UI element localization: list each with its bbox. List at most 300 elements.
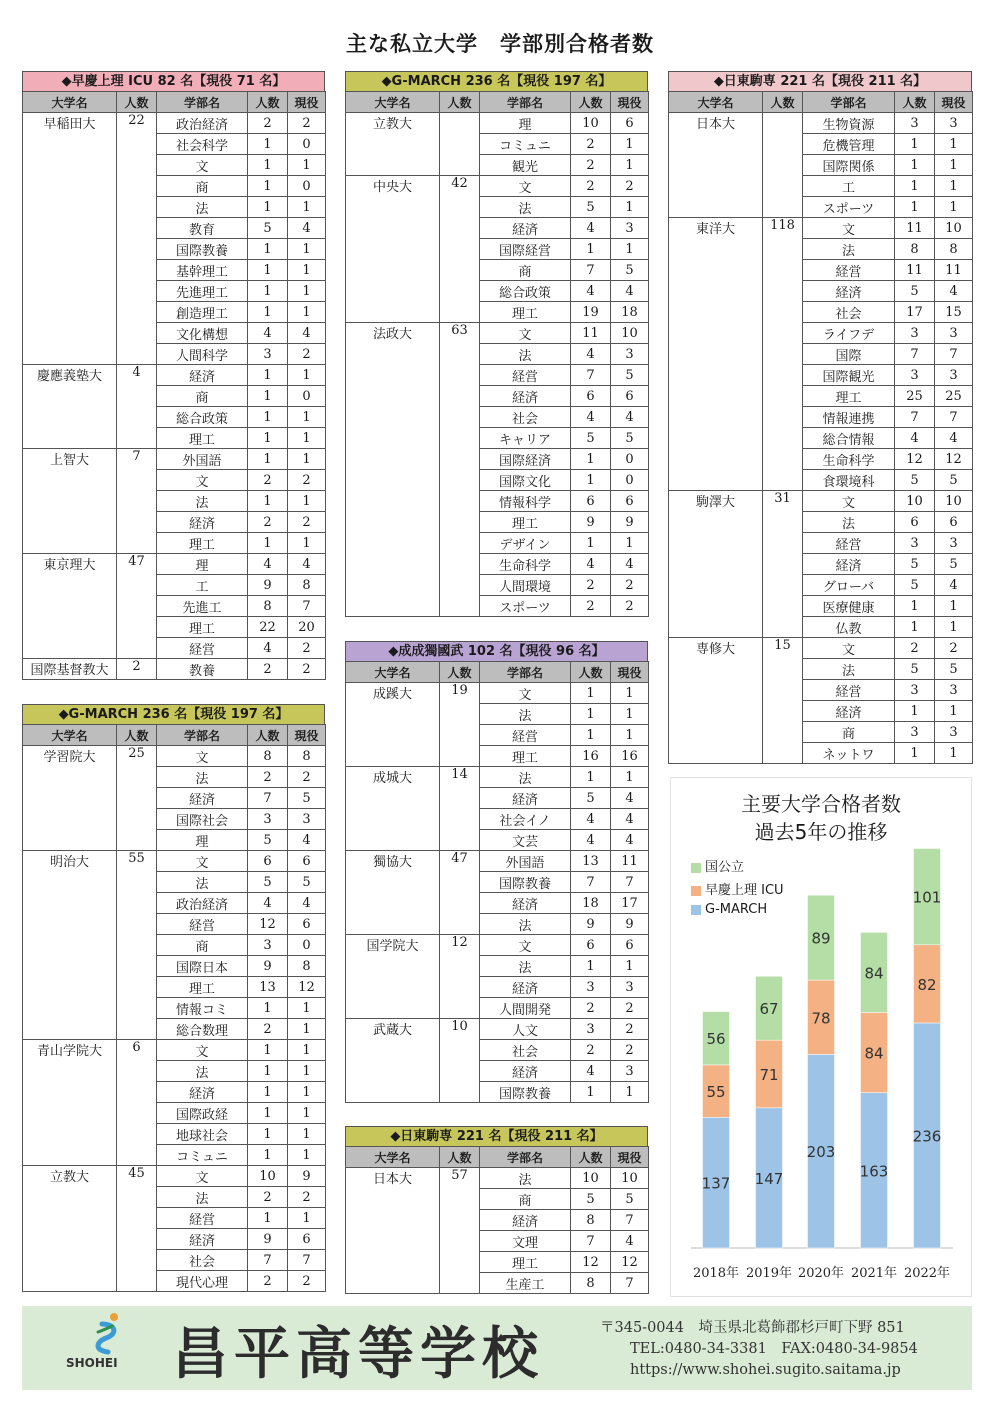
faculty-count: 4	[571, 407, 611, 428]
faculty-count: 12	[571, 1252, 611, 1273]
university-name: 獨協大	[346, 851, 440, 935]
faculty-current: 8	[935, 239, 973, 260]
faculty-name: 社会	[480, 1040, 571, 1061]
faculty-count: 6	[571, 935, 611, 956]
faculty-count: 4	[248, 323, 288, 344]
faculty-count: 8	[248, 746, 288, 767]
panel-title: ◆G-MARCH 236 名【現役 197 名】	[345, 71, 648, 91]
faculty-count: 8	[895, 239, 935, 260]
university-total-count: 55	[117, 851, 157, 1040]
faculty-count: 9	[571, 512, 611, 533]
faculty-name: 法	[480, 197, 571, 218]
panel-nittokomasen-1	[345, 1126, 648, 1294]
faculty-current: 1	[288, 491, 326, 512]
faculty-count: 7	[248, 788, 288, 809]
faculty-current: 5	[611, 428, 649, 449]
table-row	[346, 683, 649, 704]
faculty-count: 9	[248, 575, 288, 596]
panel-title: ◆日東駒専 221 名【現役 211 名】	[345, 1126, 648, 1146]
data-label: 203	[806, 1143, 836, 1162]
table-row	[23, 1040, 326, 1061]
faculty-name: 国際社会	[157, 809, 248, 830]
faculty-count: 7	[571, 260, 611, 281]
faculty-count: 1	[571, 1082, 611, 1103]
faculty-current: 5	[935, 659, 973, 680]
faculty-count: 3	[895, 323, 935, 344]
faculty-current: 1	[288, 533, 326, 554]
faculty-current: 2	[288, 659, 326, 680]
faculty-name: 文理	[480, 1231, 571, 1252]
faculty-name: 外国語	[480, 851, 571, 872]
university-total-count: 15	[763, 638, 803, 764]
faculty-current: 3	[935, 113, 973, 134]
faculty-count: 6	[895, 512, 935, 533]
faculty-current: 25	[935, 386, 973, 407]
results-table	[345, 91, 649, 617]
faculty-name: 商	[480, 1189, 571, 1210]
faculty-count: 1	[571, 956, 611, 977]
faculty-count: 5	[895, 281, 935, 302]
faculty-name: コミュニ	[157, 1145, 248, 1166]
header-faculty: 学部名	[480, 662, 571, 683]
faculty-count: 1	[248, 386, 288, 407]
chart-plot	[671, 778, 971, 1296]
faculty-current: 1	[288, 1040, 326, 1061]
faculty-current: 1	[611, 767, 649, 788]
faculty-current: 4	[611, 281, 649, 302]
faculty-name: 文	[480, 323, 571, 344]
faculty-current: 16	[611, 746, 649, 767]
university-name: 日本大	[346, 1168, 440, 1294]
faculty-count: 9	[248, 1229, 288, 1250]
faculty-current: 1	[611, 197, 649, 218]
table-row	[23, 659, 326, 680]
faculty-current: 3	[611, 977, 649, 998]
university-name: 東洋大	[669, 218, 763, 491]
header-total: 人数	[571, 92, 611, 113]
faculty-name: 社会	[803, 302, 895, 323]
faculty-current: 3	[935, 722, 973, 743]
faculty-name: 基幹理工	[157, 260, 248, 281]
faculty-count: 11	[571, 323, 611, 344]
faculty-count: 12	[248, 914, 288, 935]
faculty-name: 社会	[480, 407, 571, 428]
faculty-count: 7	[248, 1250, 288, 1271]
faculty-count: 2	[571, 176, 611, 197]
university-name: 法政大	[346, 323, 440, 617]
faculty-name: 理工	[157, 533, 248, 554]
faculty-current: 1	[288, 281, 326, 302]
table-row	[346, 113, 649, 134]
header-current: 現役	[611, 92, 649, 113]
table-row	[346, 1019, 649, 1040]
faculty-name: 文	[480, 935, 571, 956]
table-row	[23, 746, 326, 767]
faculty-current: 1	[288, 302, 326, 323]
faculty-count: 1	[895, 596, 935, 617]
header-faculty: 学部名	[803, 92, 895, 113]
university-name: 国学院大	[346, 935, 440, 1019]
faculty-current: 6	[611, 491, 649, 512]
table-row	[346, 323, 649, 344]
header-current: 現役	[611, 1147, 649, 1168]
faculty-current: 1	[288, 428, 326, 449]
faculty-name: 人間環境	[480, 575, 571, 596]
faculty-name: 工	[803, 176, 895, 197]
faculty-count: 3	[895, 533, 935, 554]
faculty-count: 6	[248, 851, 288, 872]
faculty-count: 1	[248, 998, 288, 1019]
faculty-count: 7	[571, 1231, 611, 1252]
faculty-current: 10	[935, 218, 973, 239]
table-header-row	[669, 92, 973, 113]
data-label: 89	[811, 929, 831, 948]
faculty-current: 2	[288, 1271, 326, 1292]
faculty-count: 2	[248, 659, 288, 680]
faculty-current: 1	[288, 365, 326, 386]
faculty-count: 2	[571, 134, 611, 155]
header-university: 大学名	[346, 662, 440, 683]
faculty-current: 1	[935, 743, 973, 764]
faculty-name: グローバ	[803, 575, 895, 596]
faculty-count: 1	[248, 239, 288, 260]
university-total-count: 12	[440, 935, 480, 1019]
faculty-name: 社会イノ	[480, 809, 571, 830]
faculty-count: 1	[248, 449, 288, 470]
data-label: 101	[912, 888, 942, 907]
faculty-name: 先進工	[157, 596, 248, 617]
table-header-row	[346, 92, 649, 113]
faculty-current: 4	[288, 893, 326, 914]
header-faculty: 学部名	[480, 1147, 571, 1168]
faculty-count: 12	[895, 449, 935, 470]
faculty-name: 理	[157, 554, 248, 575]
table-row	[23, 554, 326, 575]
faculty-current: 7	[288, 596, 326, 617]
panel-title: ◆早慶上理 ICU 82 名【現役 71 名】	[22, 71, 325, 91]
faculty-name: 政治経済	[157, 113, 248, 134]
data-label: 71	[759, 1065, 779, 1084]
faculty-count: 10	[571, 113, 611, 134]
faculty-count: 5	[571, 197, 611, 218]
faculty-current: 8	[288, 746, 326, 767]
faculty-name: 文	[480, 683, 571, 704]
faculty-name: 医療健康	[803, 596, 895, 617]
faculty-current: 6	[935, 512, 973, 533]
university-total-count: 22	[117, 113, 157, 365]
header-count: 人数	[117, 92, 157, 113]
faculty-name: 理工	[480, 302, 571, 323]
university-total-count: 42	[440, 176, 480, 323]
faculty-current: 4	[288, 218, 326, 239]
faculty-current: 0	[288, 134, 326, 155]
faculty-count: 1	[571, 449, 611, 470]
faculty-count: 5	[895, 554, 935, 575]
faculty-current: 0	[288, 935, 326, 956]
panel-title: ◆成成獨國武 102 名【現役 96 名】	[345, 641, 648, 661]
faculty-count: 4	[571, 809, 611, 830]
faculty-name: 理工	[480, 512, 571, 533]
faculty-name: 国際教養	[480, 1082, 571, 1103]
faculty-count: 1	[571, 704, 611, 725]
header-current: 現役	[288, 725, 326, 746]
faculty-name: 法	[803, 659, 895, 680]
faculty-name: 文	[157, 851, 248, 872]
faculty-current: 2	[288, 638, 326, 659]
faculty-name: 経済	[803, 281, 895, 302]
faculty-name: コミュニ	[480, 134, 571, 155]
school-url[interactable]: https://www.shohei.sugito.saitama.jp	[630, 1362, 901, 1378]
faculty-count: 1	[248, 302, 288, 323]
faculty-name: 法	[157, 872, 248, 893]
faculty-name: 経済	[480, 386, 571, 407]
faculty-name: 国際日本	[157, 956, 248, 977]
faculty-count: 4	[571, 1061, 611, 1082]
faculty-count: 1	[248, 1124, 288, 1145]
faculty-name: 法	[157, 1061, 248, 1082]
faculty-count: 1	[248, 428, 288, 449]
faculty-count: 3	[248, 344, 288, 365]
faculty-count: 4	[895, 428, 935, 449]
university-total-count: 6	[117, 1040, 157, 1166]
faculty-current: 4	[611, 1231, 649, 1252]
header-current: 現役	[611, 662, 649, 683]
data-label: 137	[701, 1174, 731, 1193]
faculty-count: 4	[571, 830, 611, 851]
faculty-name: 人文	[480, 1019, 571, 1040]
faculty-count: 5	[248, 830, 288, 851]
table-header-row	[346, 1147, 649, 1168]
header-total: 人数	[248, 92, 288, 113]
faculty-current: 1	[288, 1019, 326, 1040]
faculty-current: 6	[611, 386, 649, 407]
faculty-name: 法	[480, 767, 571, 788]
faculty-name: 法	[480, 956, 571, 977]
faculty-count: 10	[895, 491, 935, 512]
faculty-name: 法	[157, 767, 248, 788]
header-current: 現役	[935, 92, 973, 113]
faculty-current: 1	[935, 617, 973, 638]
table-row	[669, 218, 973, 239]
faculty-count: 1	[248, 1208, 288, 1229]
faculty-name: ネットワ	[803, 743, 895, 764]
faculty-name: 法	[157, 1187, 248, 1208]
faculty-count: 3	[895, 365, 935, 386]
data-label: 236	[912, 1127, 942, 1146]
faculty-name: 危機管理	[803, 134, 895, 155]
faculty-name: 理工	[157, 428, 248, 449]
faculty-count: 1	[895, 617, 935, 638]
faculty-current: 8	[288, 956, 326, 977]
faculty-current: 12	[288, 977, 326, 998]
faculty-current: 1	[611, 239, 649, 260]
header-total: 人数	[571, 1147, 611, 1168]
faculty-count: 4	[248, 638, 288, 659]
university-name: 立教大	[23, 1166, 117, 1292]
faculty-count: 1	[895, 155, 935, 176]
panel-g-march-1	[345, 71, 648, 617]
table-row	[346, 851, 649, 872]
university-total-count: 14	[440, 767, 480, 851]
table-row	[23, 851, 326, 872]
university-name: 武蔵大	[346, 1019, 440, 1103]
university-name: 成蹊大	[346, 683, 440, 767]
faculty-current: 2	[611, 596, 649, 617]
faculty-current: 3	[935, 365, 973, 386]
school-address: 〒345-0044 埼玉県北葛飾郡杉戸町下野 851	[600, 1320, 905, 1336]
faculty-name: 文	[157, 746, 248, 767]
header-count: 人数	[440, 1147, 480, 1168]
legend-label: G-MARCH	[705, 902, 768, 917]
faculty-current: 5	[288, 788, 326, 809]
header-university: 大学名	[23, 725, 117, 746]
faculty-name: 経営	[157, 1208, 248, 1229]
results-table	[668, 91, 973, 764]
faculty-current: 3	[288, 809, 326, 830]
data-label: 56	[706, 1030, 726, 1049]
results-table	[22, 724, 326, 1292]
panel-nittokomasen-2	[668, 71, 972, 764]
data-label: 82	[917, 975, 937, 994]
data-label: 78	[811, 1009, 831, 1028]
faculty-name: 総合政策	[480, 281, 571, 302]
faculty-name: 教育	[157, 218, 248, 239]
university-name: 駒澤大	[669, 491, 763, 638]
university-name: 立教大	[346, 113, 440, 176]
faculty-name: 経済	[157, 512, 248, 533]
university-total-count: 7	[117, 449, 157, 554]
faculty-current: 1	[288, 449, 326, 470]
faculty-current: 1	[611, 956, 649, 977]
faculty-count: 1	[571, 725, 611, 746]
faculty-count: 4	[248, 554, 288, 575]
faculty-name: 文	[480, 176, 571, 197]
faculty-current: 0	[288, 176, 326, 197]
faculty-count: 11	[895, 260, 935, 281]
faculty-count: 7	[895, 407, 935, 428]
faculty-current: 1	[288, 1145, 326, 1166]
faculty-count: 22	[248, 617, 288, 638]
faculty-current: 7	[935, 407, 973, 428]
faculty-count: 2	[248, 767, 288, 788]
faculty-current: 1	[288, 1082, 326, 1103]
faculty-current: 4	[611, 809, 649, 830]
header-university: 大学名	[23, 92, 117, 113]
faculty-name: 総合情報	[803, 428, 895, 449]
faculty-current: 12	[611, 1252, 649, 1273]
faculty-count: 1	[895, 197, 935, 218]
faculty-current: 0	[611, 470, 649, 491]
faculty-name: 経済	[157, 1082, 248, 1103]
faculty-count: 2	[895, 638, 935, 659]
panel-title: ◆G-MARCH 236 名【現役 197 名】	[22, 704, 325, 724]
university-name: 早稲田大	[23, 113, 117, 365]
faculty-count: 1	[895, 701, 935, 722]
faculty-current: 6	[288, 914, 326, 935]
faculty-count: 1	[248, 155, 288, 176]
faculty-name: 文	[803, 491, 895, 512]
faculty-count: 5	[248, 872, 288, 893]
results-table	[345, 661, 649, 1103]
faculty-name: 仏教	[803, 617, 895, 638]
faculty-name: 経済	[480, 1061, 571, 1082]
stacked-bar-chart	[670, 777, 972, 1297]
faculty-current: 2	[611, 1019, 649, 1040]
faculty-current: 2	[288, 1187, 326, 1208]
faculty-current: 1	[288, 407, 326, 428]
faculty-name: 法	[480, 344, 571, 365]
faculty-current: 1	[935, 701, 973, 722]
school-logo-text: SHOHEI	[66, 1356, 118, 1370]
header-total: 人数	[895, 92, 935, 113]
faculty-name: 経済	[803, 554, 895, 575]
faculty-count: 2	[248, 113, 288, 134]
faculty-count: 1	[248, 260, 288, 281]
header-count: 人数	[440, 92, 480, 113]
faculty-name: 経済	[157, 1229, 248, 1250]
faculty-current: 2	[611, 176, 649, 197]
faculty-name: 経済	[803, 701, 895, 722]
faculty-name: 地球社会	[157, 1124, 248, 1145]
faculty-count: 5	[895, 575, 935, 596]
faculty-name: 工	[157, 575, 248, 596]
faculty-current: 7	[611, 872, 649, 893]
faculty-count: 6	[571, 386, 611, 407]
faculty-current: 6	[611, 113, 649, 134]
faculty-count: 5	[248, 218, 288, 239]
faculty-current: 10	[611, 1168, 649, 1189]
faculty-name: 人間科学	[157, 344, 248, 365]
faculty-count: 8	[248, 596, 288, 617]
university-name: 学習院大	[23, 746, 117, 851]
faculty-name: 経営	[480, 725, 571, 746]
faculty-name: 文	[157, 155, 248, 176]
faculty-current: 1	[611, 1082, 649, 1103]
faculty-name: 国際関係	[803, 155, 895, 176]
faculty-current: 3	[935, 680, 973, 701]
results-table	[345, 1146, 649, 1294]
faculty-name: 生命科学	[803, 449, 895, 470]
faculty-name: 先進理工	[157, 281, 248, 302]
faculty-current: 1	[611, 725, 649, 746]
page-title: 主な私立大学 学部別合格者数	[346, 32, 654, 56]
faculty-name: 理	[480, 113, 571, 134]
faculty-current: 4	[611, 554, 649, 575]
table-row	[346, 935, 649, 956]
faculty-name: スポーツ	[480, 596, 571, 617]
faculty-current: 1	[288, 998, 326, 1019]
faculty-current: 3	[611, 344, 649, 365]
data-label: 55	[706, 1083, 726, 1102]
faculty-current: 9	[288, 1166, 326, 1187]
faculty-current: 1	[611, 155, 649, 176]
faculty-current: 1	[935, 176, 973, 197]
faculty-name: 経済	[480, 1210, 571, 1231]
faculty-count: 2	[248, 1019, 288, 1040]
faculty-name: 国際観光	[803, 365, 895, 386]
university-total-count: 25	[117, 746, 157, 851]
table-row	[23, 365, 326, 386]
faculty-name: 社会科学	[157, 134, 248, 155]
faculty-count: 1	[248, 1145, 288, 1166]
faculty-name: 文芸	[480, 830, 571, 851]
faculty-name: 情報連携	[803, 407, 895, 428]
faculty-count: 2	[571, 575, 611, 596]
x-tick-label: 2022年	[903, 1266, 951, 1281]
faculty-current: 6	[611, 935, 649, 956]
faculty-name: 文	[803, 638, 895, 659]
faculty-name: 経営	[803, 680, 895, 701]
